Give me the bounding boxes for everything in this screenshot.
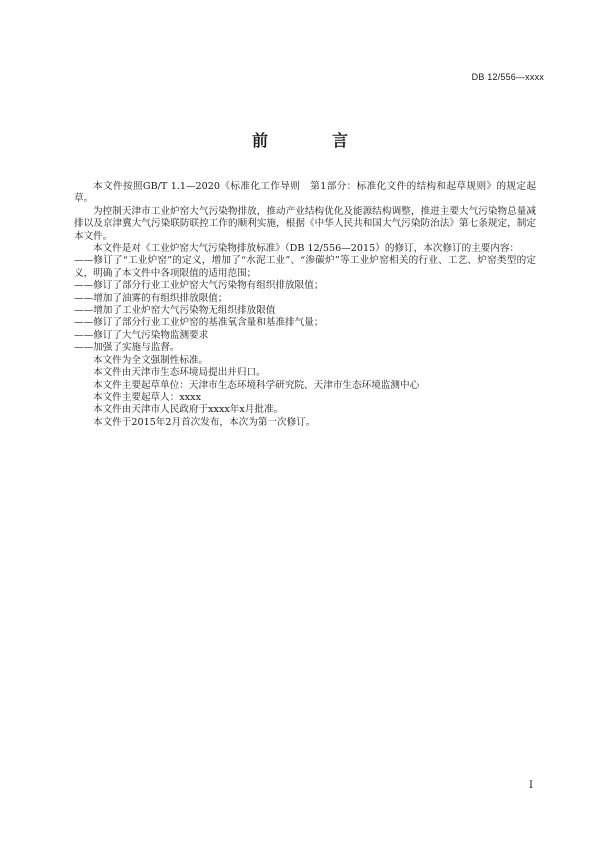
revision-item: ——修订了部分行业工业炉窑大气污染物有组织排放限值；	[74, 280, 324, 292]
paragraph-drafting-basis: 本文件按照GB/T 1.1—2020《标准化工作导则 第1部分：标准化文件的结构和起草规则》的规定起草。	[74, 181, 536, 205]
document-code: DB 12/556—xxxx	[471, 72, 544, 82]
paragraph-approval: 本文件由天津市人民政府于xxxx年x月批准。	[93, 404, 284, 416]
paragraph-history: 本文件于2015年2月首次发布，本次为第一次修订。	[93, 416, 316, 428]
page-number: I	[529, 780, 533, 791]
revision-item: ——加强了实施与监督。	[74, 342, 180, 354]
paragraph-drafters: 本文件主要起草人：xxxx	[93, 391, 201, 403]
revision-item: ——修订了部分行业工业炉窑的基准氧含量和基准排气量；	[74, 317, 324, 329]
foreword-body	[74, 181, 536, 429]
revision-item: ——修订了大气污染物监测要求	[74, 329, 209, 341]
paragraph-drafting-units: 本文件主要起草单位：天津市生态环境科学研究院、天津市生态环境监测中心	[93, 379, 420, 391]
revision-item: ——修订了“工业炉窑”的定义，增加了“水泥工业”、“渗碳炉”等工业炉窑相关的行业、工艺、炉窑类型的定义，明确了本文件中各项限值的适用范围；	[74, 255, 536, 279]
revision-item: ——增加了油雾的有组织排放限值；	[74, 292, 228, 304]
paragraph-purpose: 为控制天津市工业炉窑大气污染物排放，推动产业结构优化及能源结构调整，推进主要大气污染物总量减排以及京津冀大气污染联防联控工作的顺利实施，根据《中华人民共和国大气污染防治法》第七条规定，制定本文件。	[74, 205, 536, 242]
paragraph-mandatory: 本文件为全文强制性标准。	[93, 354, 209, 366]
page-title: 前 言	[251, 131, 372, 150]
revision-item: ——增加了工业炉窑大气污染物无组织排放限值	[74, 305, 276, 317]
paragraph-proposer: 本文件由天津市生态环境局提出并归口。	[93, 367, 266, 379]
paragraph-revision-intro: 本文件是对《工业炉窑大气污染物排放标准》（DB 12/556—2015）的修订，本次修订的主要内容：	[93, 243, 520, 255]
